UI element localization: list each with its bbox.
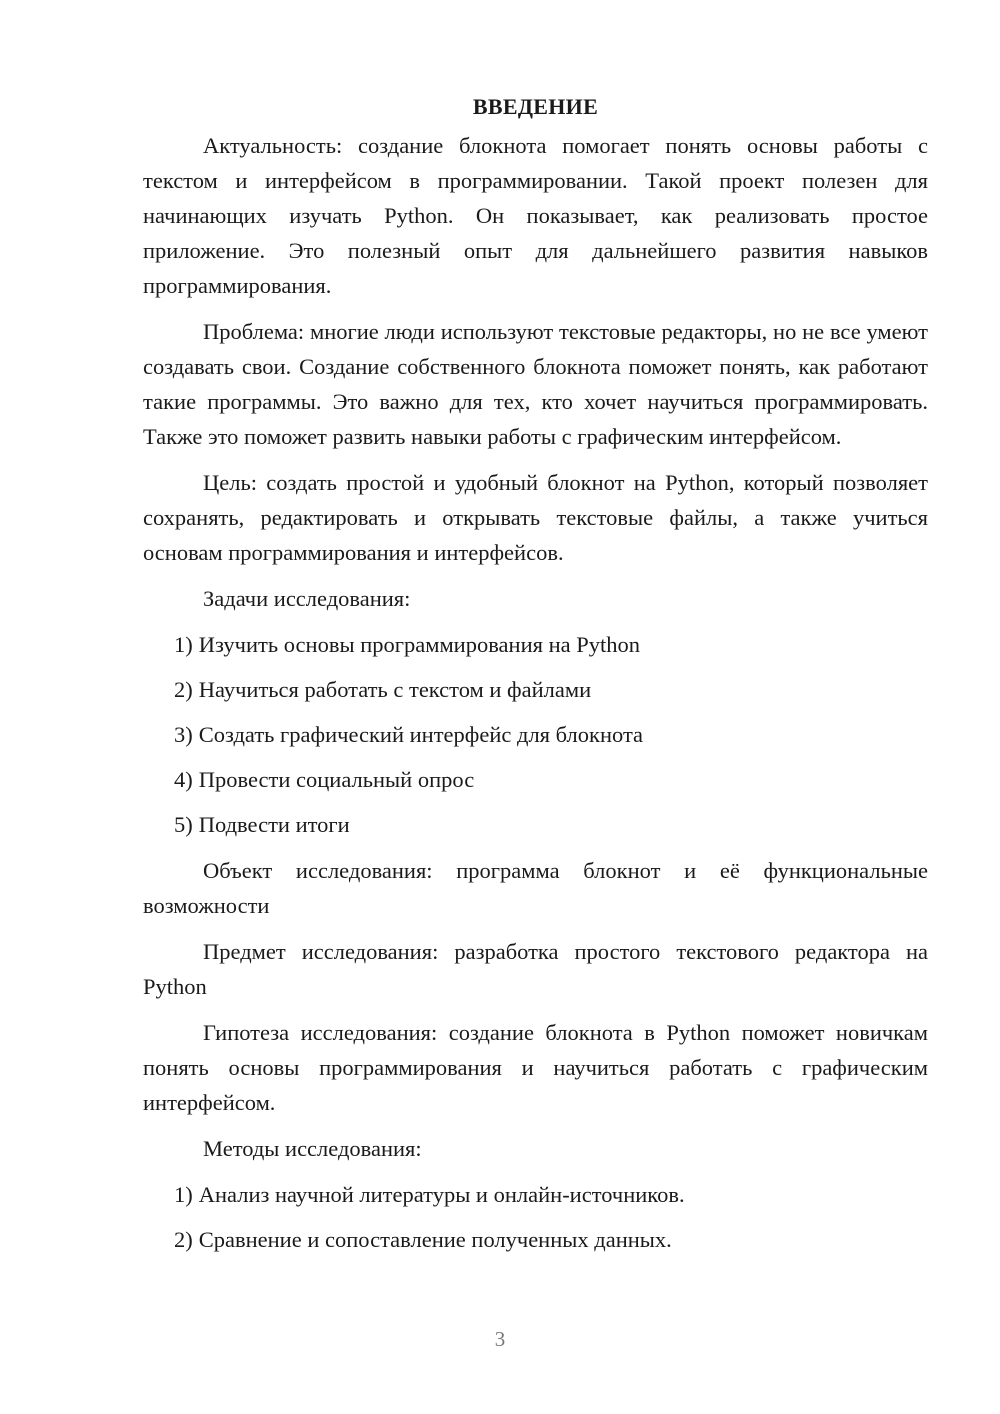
list-item: [143, 1177, 928, 1212]
list-item: [143, 762, 928, 797]
list-item-text: Провести социальный опрос: [198, 767, 475, 792]
methods-label: Методы исследования:: [203, 1136, 422, 1161]
list-item-number: 1): [174, 1182, 193, 1207]
list-item-text: Анализ научной литературы и онлайн-источников.: [198, 1182, 685, 1207]
tasks-label: Задачи исследования:: [203, 586, 411, 611]
list-item-text: Изучить основы программирования на Python: [198, 632, 641, 657]
list-item-number: 2): [174, 677, 193, 702]
list-item-number: 2): [174, 1227, 193, 1252]
list-item-number: 1): [174, 632, 193, 657]
list-item: [143, 1222, 928, 1257]
object-paragraph: Объект исследования: программа блокнот и её функциональные возможности: [143, 858, 928, 918]
relevance-paragraph: Актуальность: создание блокнота помогает понять основы работы с текстом и интерфейсом в программировании. Такой проект полезен для начинающих изучать Python. Он показывает, как реализовать простое приложение. Это полезный опыт для дальнейшего развития навыков программирования.: [143, 133, 928, 298]
subject-paragraph: Предмет исследования: разработка простого текстового редактора на Python: [143, 939, 928, 999]
list-item: [143, 807, 928, 842]
list-item: [143, 627, 928, 662]
problem-paragraph: Проблема: многие люди используют текстовые редакторы, но не все умеют создавать свои. Создание собственного блокнота поможет понять, как работают такие программы. Это важно для тех, кто хочет научиться программировать. Также это поможет развить навыки работы с графическим интерфейсом.: [143, 319, 928, 449]
list-item-text: Создать графический интерфейс для блокнота: [198, 722, 644, 747]
list-item-text: Подвести итоги: [198, 812, 350, 837]
hypothesis-paragraph: Гипотеза исследования: создание блокнота в Python поможет новичкам понять основы программирования и научиться работать с графическим интерфейсом.: [143, 1020, 928, 1115]
methods-list: [143, 1177, 928, 1257]
list-item-number: 3): [174, 722, 193, 747]
list-item-text: Сравнение и сопоставление полученных данных.: [198, 1227, 672, 1252]
list-item: [143, 717, 928, 752]
page-number: 3: [494, 1327, 506, 1351]
list-item-number: 5): [174, 812, 193, 837]
list-item-number: 4): [174, 767, 193, 792]
section-heading: ВВЕДЕНИЕ: [472, 94, 599, 119]
document-page: [143, 90, 928, 1268]
list-item-text: Научиться работать с текстом и файлами: [198, 677, 592, 702]
goal-paragraph: Цель: создать простой и удобный блокнот на Python, который позволяет сохранять, редактировать и открывать текстовые файлы, а также учиться основам программирования и интерфейсов.: [143, 470, 928, 565]
tasks-list: [143, 627, 928, 842]
list-item: [143, 672, 928, 707]
